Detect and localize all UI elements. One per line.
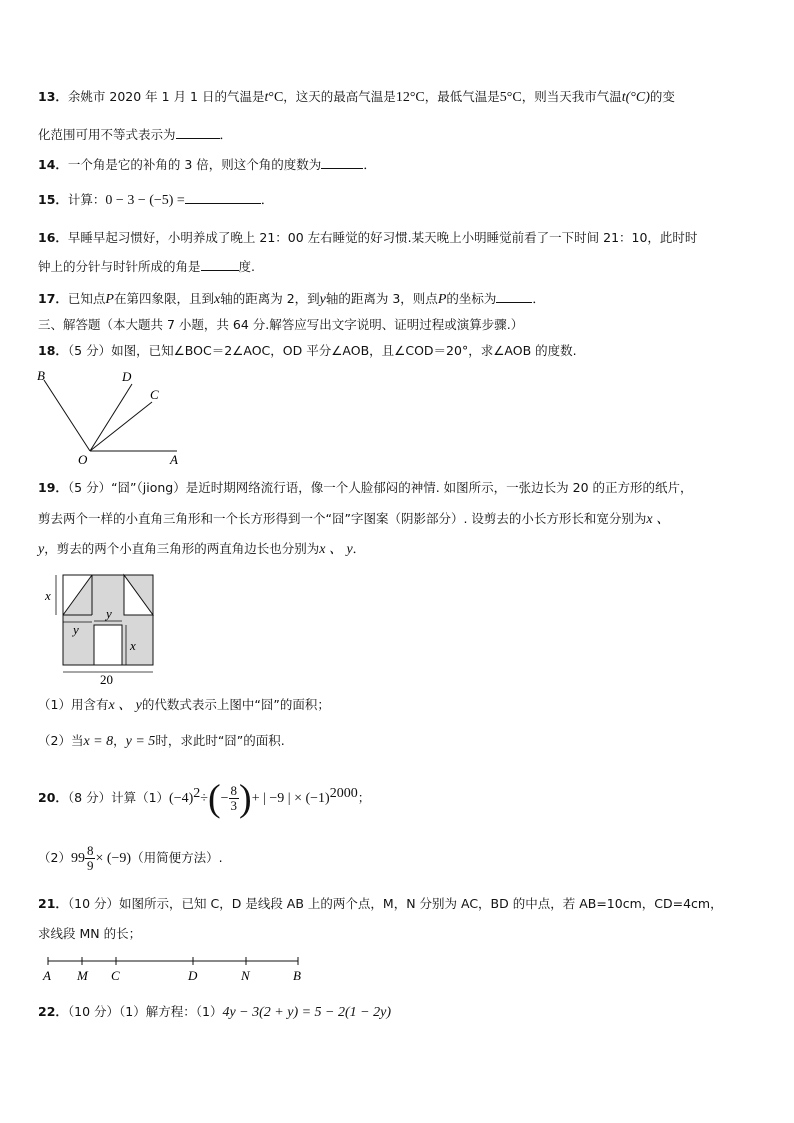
ray-ob xyxy=(44,380,90,451)
question-19-sub2: （2）当x = 8，y = 5时，求此时“囧”的面积. xyxy=(38,733,285,749)
question-16-line1: 16．早睡早起习惯好，小明养成了晚上 21：00 左右睡觉的好习惯.某天晚上小明睡觉前看了一下时间 21：10，此时时 xyxy=(38,230,698,245)
question-22: 22．（10 分）（1）解方程：（1）4y − 3(2 + y) = 5 − 2(1 − 2y) xyxy=(38,1004,391,1020)
question-19-line3: y，剪去的两个小直角三角形的两直角边长也分别为x 、 y． xyxy=(38,541,366,557)
ray-oc xyxy=(90,402,152,451)
label-m: M xyxy=(77,968,88,983)
question-16-line2: 钟上的分针与时针所成的角是 度. xyxy=(38,259,255,274)
label-d: D xyxy=(122,369,132,384)
question-19-line1: 19．（5 分）“囧”（jiong）是近时期网络流行语，像一个人脸郁闷的神情. 如图所示，一张边长为 20 的正方形的纸片， xyxy=(38,480,693,495)
question-21-line2: 求线段 MN 的长； xyxy=(38,926,142,941)
answer-blank xyxy=(496,290,532,303)
label-b: B xyxy=(37,368,45,383)
question-13-line1: 13．余姚市 2020 年 1 月 1 日的气温是t°C，这天的最高气温是12°C，最低气温是5°C，则当天我市气温t(°C)的变 xyxy=(38,89,675,105)
answer-blank xyxy=(321,156,363,169)
question-17: 17．已知点P在第四象限，且到x轴的距离为 2，到y轴的距离为 3，则点P的坐标为 ． xyxy=(38,291,545,307)
label-c: C xyxy=(150,387,159,402)
label-x-left: x xyxy=(45,588,51,603)
question-20-part2: （2）99 $\frac{8}{9}$ × (−9)（用简便方法）. xyxy=(38,843,223,873)
answer-blank xyxy=(201,258,239,271)
label-o: O xyxy=(78,452,88,467)
cut-rectangle xyxy=(94,625,122,665)
angle-figure xyxy=(34,366,194,468)
fraction-8-9: $\frac{8}{9}$ xyxy=(86,843,94,873)
label-b: B xyxy=(293,968,301,983)
label-y-top: y xyxy=(106,606,112,621)
question-18: 18．（5 分）如图，已知∠BOC＝2∠AOC，OD 平分∠AOB，且∠COD＝20°，求∠AOB 的度数. xyxy=(38,343,577,358)
label-x-right: x xyxy=(130,638,136,653)
label-c: C xyxy=(111,968,120,983)
label-a: A xyxy=(170,452,178,467)
paren-right: ) xyxy=(239,777,252,820)
question-20-part1: 20．（8 分）计算$(1)(-4)^2\div(-$ $\frac{8}{3}$ )+ | −9 | × $(-1)^{2000}$； xyxy=(38,777,371,820)
question-19-sub1: （1）用含有x 、 y的代数式表示上图中“囧”的面积； xyxy=(38,697,330,713)
segment-figure xyxy=(36,952,316,984)
question-14: 14．一个角是它的补角的 3 倍，则这个角的度数为 ． xyxy=(38,157,376,172)
question-15: 15．计算：0 − 3 − (−5) = ． xyxy=(38,192,274,208)
label-y-mid: y xyxy=(73,622,79,637)
question-13-line2: 化范围可用不等式表示为 ． xyxy=(38,127,233,142)
label-d: D xyxy=(188,968,198,983)
section-3-heading: 三、解答题（本大题共 7 小题，共 64 分.解答应写出文字说明、证明过程或演算步骤.） xyxy=(38,317,524,332)
question-21-line1: 21．（10 分）如图所示，已知 C，D 是线段 AB 上的两个点，M，N 分别为 AC，BD 的中点，若 AB=10cm，CD=4cm， xyxy=(38,896,723,911)
label-20: 20 xyxy=(100,672,113,686)
label-a: A xyxy=(43,968,51,983)
question-19-line2: 剪去两个一样的小直角三角形和一个长方形得到一个“囧”字图案（阴影部分）. 设剪去的小长方形长和宽分别为x 、 xyxy=(38,511,671,527)
ray-od xyxy=(90,384,132,451)
label-n: N xyxy=(241,968,250,983)
answer-blank xyxy=(185,191,261,204)
paren-left: ( xyxy=(207,777,221,820)
jiong-figure xyxy=(40,570,165,686)
fraction-8-3: $\frac{8}{3}$ xyxy=(230,783,238,814)
answer-blank xyxy=(176,126,220,139)
